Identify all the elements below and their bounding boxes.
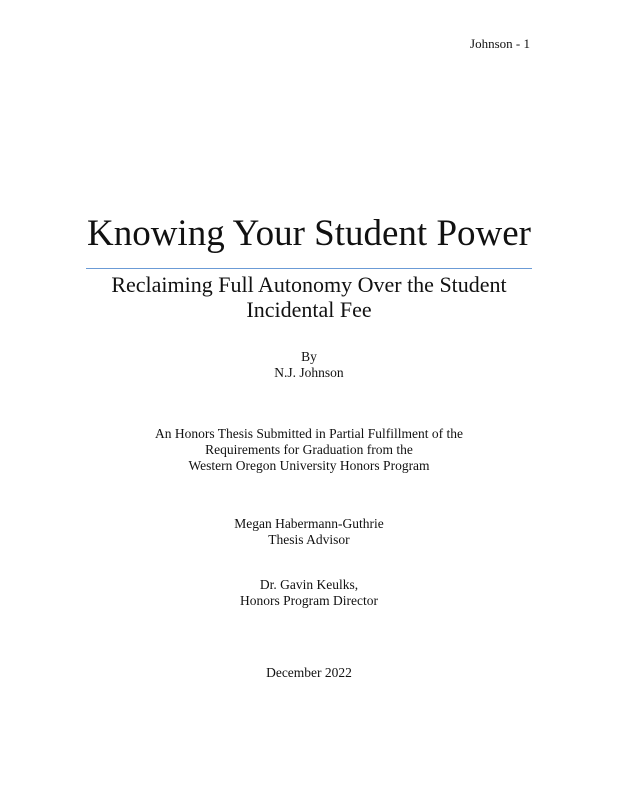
author-name: N.J. Johnson <box>274 365 344 380</box>
title-divider <box>86 268 532 269</box>
director-role: Honors Program Director <box>240 593 378 608</box>
document-subtitle <box>0 272 618 322</box>
subtitle-line-1: Reclaiming Full Autonomy Over the Student <box>111 272 507 297</box>
director-name: Dr. Gavin Keulks, <box>259 577 359 592</box>
submission-statement <box>0 426 618 474</box>
by-label: By <box>301 349 317 364</box>
submission-line: An Honors Thesis Submitted in Partial Fulfillment of the <box>155 426 463 441</box>
submission-date: December 2022 <box>266 665 352 680</box>
author-block <box>0 349 618 381</box>
submission-line: Requirements for Graduation from the <box>205 442 413 457</box>
advisor-block <box>0 516 618 548</box>
advisor-name: Megan Habermann-Guthrie <box>234 516 384 531</box>
advisor-role: Thesis Advisor <box>268 532 350 547</box>
document-title: Knowing Your Student Power <box>86 213 532 254</box>
subtitle-line-2: Incidental Fee <box>246 297 372 322</box>
running-head: Johnson - 1 <box>470 36 530 51</box>
submission-line: Western Oregon University Honors Program <box>188 458 430 473</box>
director-block <box>0 577 618 609</box>
